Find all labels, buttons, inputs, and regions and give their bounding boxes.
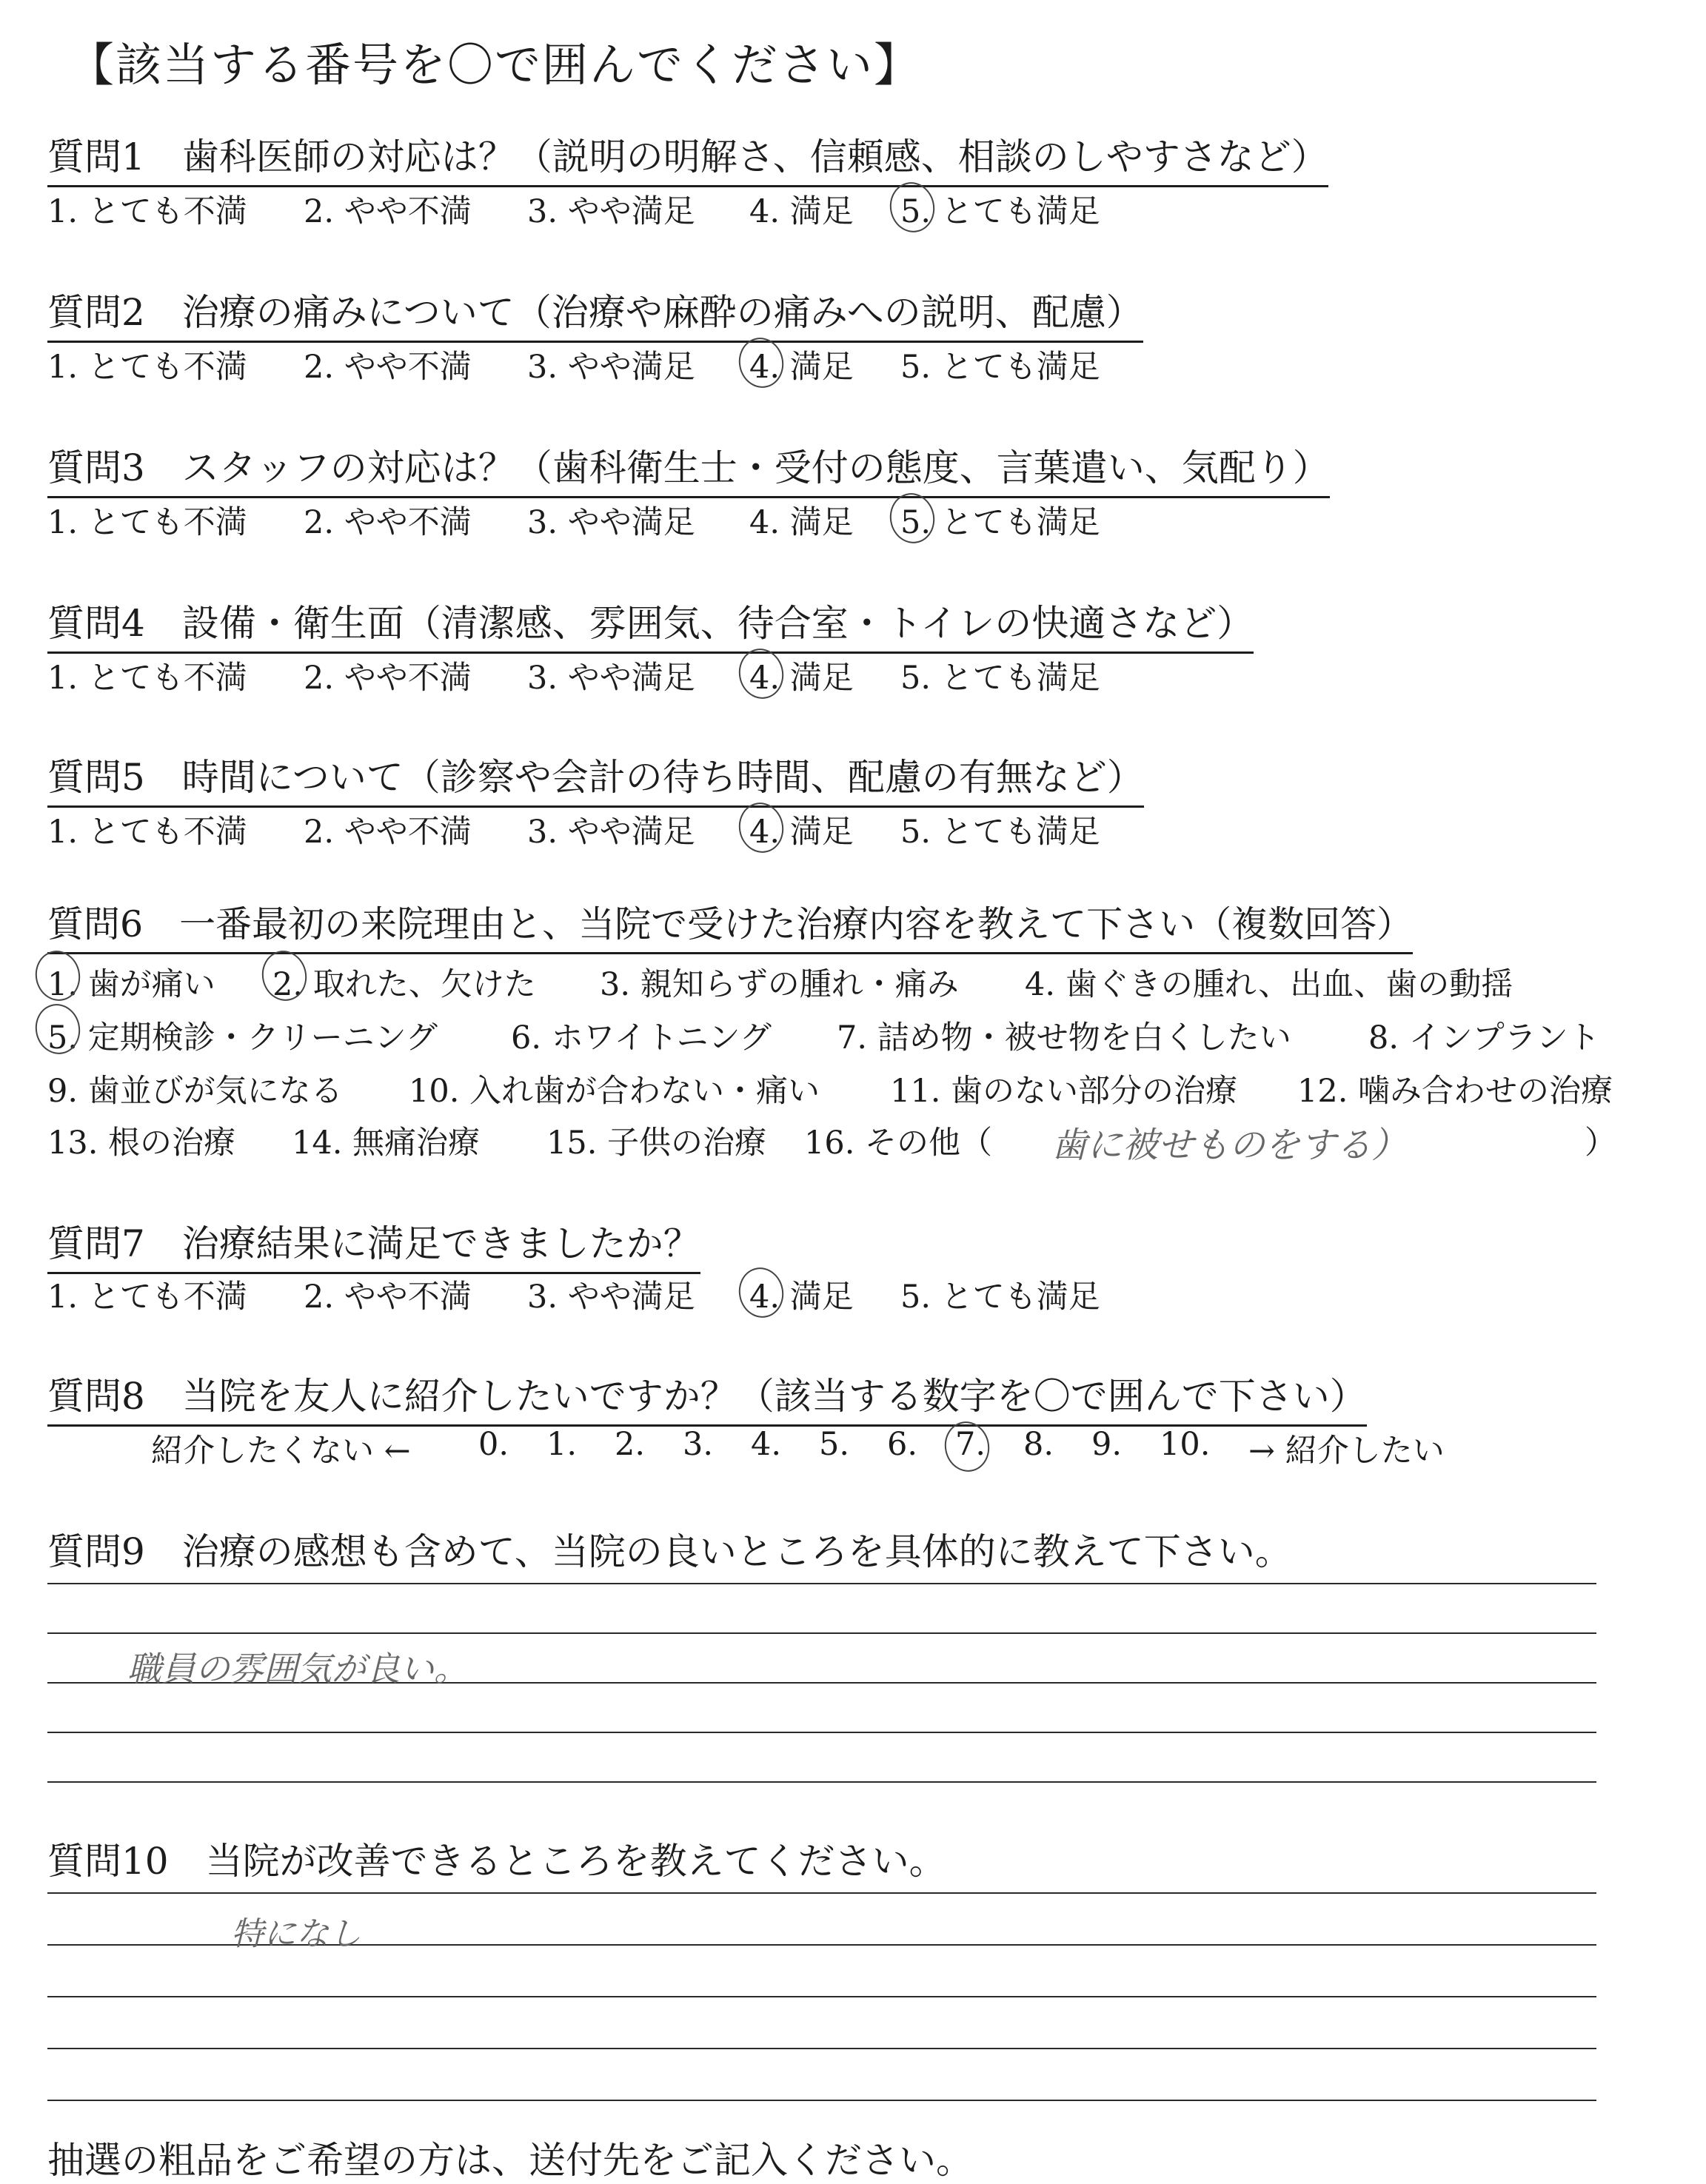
q10-answer-line-3	[47, 1996, 1596, 1997]
q6-option-6[interactable]: 6. ホワイトニング	[511, 1019, 772, 1056]
q6-other-close-paren: ）	[1585, 1125, 1616, 1162]
q7-option-5[interactable]: 5. とても満足	[900, 1279, 1100, 1316]
q1-option-5[interactable]: 5. とても満足	[900, 193, 1100, 230]
q7-option-4[interactable]: 4. 満足	[749, 1279, 854, 1316]
q1-option-2[interactable]: 2. やや不満	[304, 193, 472, 230]
q8-number-10[interactable]: 10.	[1160, 1426, 1211, 1463]
form-title: 【該当する番号を〇で囲んでください】	[68, 38, 922, 92]
q6-option-12[interactable]: 12. 噛み合わせの治療	[1297, 1073, 1613, 1110]
q8-number-1[interactable]: 1.	[546, 1426, 578, 1463]
q2-option-2[interactable]: 2. やや不満	[304, 349, 472, 386]
q6-option-4[interactable]: 4. 歯ぐきの腫れ、出血、歯の動揺	[1025, 966, 1513, 1003]
q3-option-5[interactable]: 5. とても満足	[900, 504, 1100, 541]
q8-right-label: → 紹介したい	[1248, 1433, 1445, 1470]
q3-option-1[interactable]: 1. とても不満	[47, 504, 247, 541]
question-10-title: 質問10 当院が改善できるところを教えてください。	[47, 1840, 946, 1883]
q8-number-2[interactable]: 2.	[615, 1426, 646, 1463]
q8-number-3[interactable]: 3.	[683, 1426, 714, 1463]
q6-option-10[interactable]: 10. 入れ歯が合わない・痛い	[409, 1073, 820, 1110]
q2-option-3[interactable]: 3. やや満足	[527, 349, 695, 386]
q8-number-4[interactable]: 4.	[751, 1426, 782, 1463]
q4-option-4[interactable]: 4. 満足	[749, 660, 854, 697]
q3-option-3[interactable]: 3. やや満足	[527, 504, 695, 541]
q6-option-1[interactable]: 1. 歯が痛い	[47, 966, 215, 1003]
q6-option-9[interactable]: 9. 歯並びが気になる	[47, 1073, 343, 1110]
q10-answer-line-5	[47, 2100, 1596, 2101]
q6-option-3[interactable]: 3. 親知らずの腫れ・痛み	[600, 966, 959, 1003]
q6-option-7[interactable]: 7. 詰め物・被せ物を白くしたい	[837, 1019, 1291, 1056]
q6-option-11[interactable]: 11. 歯のない部分の治療	[890, 1073, 1238, 1110]
question-3-title: 質問3 スタッフの対応は？（歯科衛生士・受付の態度、言葉遣い、気配り）	[47, 438, 1330, 498]
q4-option-3[interactable]: 3. やや満足	[527, 660, 695, 697]
question-8-title: 質問8 当院を友人に紹介したいですか？（該当する数字を〇で囲んで下さい）	[47, 1367, 1367, 1427]
q9-handwritten-answer[interactable]: 職員の雰囲気が良い。	[127, 1649, 468, 1689]
q5-option-5[interactable]: 5. とても満足	[900, 814, 1100, 851]
footer-prize-note: 抽選の粗品をご希望の方は、送付先をご記入ください。	[47, 2139, 973, 2182]
q8-number-5[interactable]: 5.	[819, 1426, 850, 1463]
q8-number-9[interactable]: 9.	[1091, 1426, 1123, 1463]
q6-option-15[interactable]: 15. 子供の治療	[546, 1125, 767, 1162]
q6-option-5[interactable]: 5. 定期検診・クリーニング	[47, 1019, 438, 1056]
q4-option-1[interactable]: 1. とても不満	[47, 660, 247, 697]
q6-option-8[interactable]: 8. インプラント	[1368, 1019, 1600, 1056]
q1-option-1[interactable]: 1. とても不満	[47, 193, 247, 230]
q2-option-5[interactable]: 5. とても満足	[900, 349, 1100, 386]
question-7-title: 質問7 治療結果に満足できましたか？	[47, 1214, 700, 1274]
q6-other-handwritten-answer: 歯に被せものをする）	[1051, 1125, 1408, 1166]
q3-option-4[interactable]: 4. 満足	[749, 504, 854, 541]
q4-option-5[interactable]: 5. とても満足	[900, 660, 1100, 697]
q9-answer-line-1	[47, 1583, 1596, 1584]
q1-option-4[interactable]: 4. 満足	[749, 193, 854, 230]
question-5-title: 質問5 時間について（診察や会計の待ち時間、配慮の有無など）	[47, 748, 1144, 808]
q5-option-4[interactable]: 4. 満足	[749, 814, 854, 851]
q7-option-3[interactable]: 3. やや満足	[527, 1279, 695, 1316]
q10-answer-line-1	[47, 1892, 1596, 1894]
q9-answer-line-4	[47, 1732, 1596, 1733]
q4-option-2[interactable]: 2. やや不満	[304, 660, 472, 697]
q6-option-13[interactable]: 13. 根の治療	[47, 1125, 236, 1162]
q8-number-0[interactable]: 0.	[478, 1426, 509, 1463]
q10-answer-line-4	[47, 2048, 1596, 2049]
q9-answer-line-2	[47, 1632, 1596, 1634]
q9-answer-line-5	[47, 1781, 1596, 1783]
q10-handwritten-answer[interactable]: 特になし	[231, 1915, 361, 1953]
q2-option-4[interactable]: 4. 満足	[749, 349, 854, 386]
question-1-title: 質問1 歯科医師の対応は？（説明の明解さ、信頼感、相談のしやすさなど）	[47, 127, 1328, 187]
q6-option-2[interactable]: 2. 取れた、欠けた	[272, 966, 536, 1003]
q6-option-16[interactable]: 16. その他（	[804, 1125, 993, 1162]
q5-option-2[interactable]: 2. やや不満	[304, 814, 472, 851]
q5-option-3[interactable]: 3. やや満足	[527, 814, 695, 851]
question-4-title: 質問4 設備・衛生面（清潔感、雰囲気、待合室・トイレの快適さなど）	[47, 594, 1254, 654]
q1-option-3[interactable]: 3. やや満足	[527, 193, 695, 230]
q8-number-7[interactable]: 7.	[955, 1426, 986, 1463]
q8-number-6[interactable]: 6.	[887, 1426, 918, 1463]
q3-option-2[interactable]: 2. やや不満	[304, 504, 472, 541]
q8-left-label: 紹介したくない ←	[151, 1433, 411, 1470]
q7-option-2[interactable]: 2. やや不満	[304, 1279, 472, 1316]
question-6-title: 質問6 一番最初の来院理由と、当院で受けた治療内容を教えて下さい（複数回答）	[47, 896, 1413, 954]
question-9-title: 質問9 治療の感想も含めて、当院の良いところを具体的に教えて下さい。	[47, 1530, 1292, 1573]
q6-option-14[interactable]: 14. 無痛治療	[292, 1125, 481, 1162]
q5-option-1[interactable]: 1. とても不満	[47, 814, 247, 851]
q7-option-1[interactable]: 1. とても不満	[47, 1279, 247, 1316]
question-2-title: 質問2 治療の痛みについて（治療や麻酔の痛みへの説明、配慮）	[47, 283, 1143, 343]
q8-number-8[interactable]: 8.	[1023, 1426, 1054, 1463]
q2-option-1[interactable]: 1. とても不満	[47, 349, 247, 386]
